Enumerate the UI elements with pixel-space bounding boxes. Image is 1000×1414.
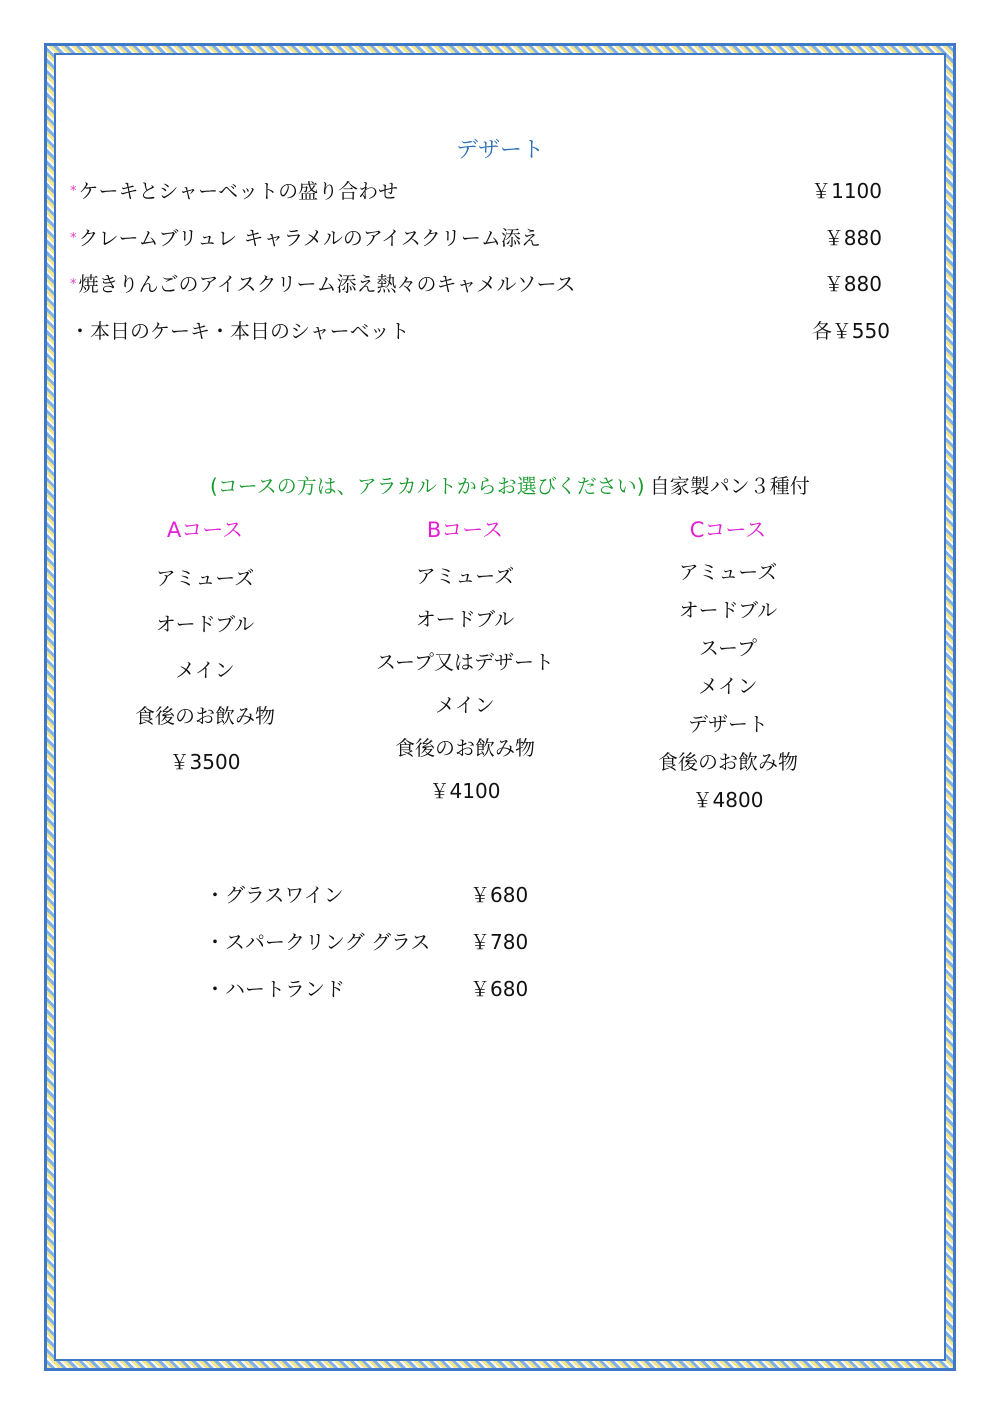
drink-price: ￥680 <box>470 977 529 1001</box>
course-title: Bコース <box>426 518 504 542</box>
dessert-item-name: ケーキとシャーベットの盛り合わせ <box>78 179 399 203</box>
dessert-item-name: ・本日のケーキ・本日のシャーベット <box>70 319 410 343</box>
drink-name: ・グラスワイン <box>205 883 344 907</box>
course-item: 食後のお飲み物 <box>658 750 798 774</box>
course-item: オードブル <box>155 612 255 636</box>
course-title: Aコース <box>166 518 244 542</box>
course-price: ￥3500 <box>169 750 241 774</box>
course-title: Cコース <box>689 518 767 542</box>
dessert-item-name: クレームブリュレ キャラメルのアイスクリーム添え <box>78 226 541 250</box>
course-item: メイン <box>175 658 235 682</box>
course-item: スープ <box>699 636 757 660</box>
course-item: オードブル <box>678 598 778 622</box>
course-item: メイン <box>435 693 495 717</box>
course-item: 食後のお飲み物 <box>135 704 275 728</box>
dessert-item-price: ￥880 <box>823 226 882 250</box>
course-item: デザート <box>688 712 768 736</box>
dessert-item-4 <box>70 315 410 344</box>
drink-price: ￥680 <box>470 883 529 907</box>
course-item: アミューズ <box>415 564 515 588</box>
bread-note: 自家製パン３種付 <box>649 474 810 498</box>
course-a <box>85 514 325 775</box>
course-item: アミューズ <box>678 560 778 584</box>
dessert-title: デザート <box>456 138 545 163</box>
asterisk-mark: * <box>70 231 77 246</box>
asterisk-mark: * <box>70 277 77 292</box>
dessert-item-price: ￥1100 <box>811 179 882 203</box>
course-item: 食後のお飲み物 <box>395 736 535 760</box>
drink-name: ・ハートランド <box>205 977 345 1001</box>
dessert-item-2 <box>70 222 541 251</box>
course-item: アミューズ <box>155 566 255 590</box>
drink-name: ・スパークリング グラス <box>205 930 431 954</box>
dessert-item-price: 各￥550 <box>811 319 890 343</box>
course-note: (コースの方は、アラカルトからお選びください) <box>210 474 645 498</box>
asterisk-mark: * <box>70 184 77 199</box>
drink-price: ￥780 <box>470 930 529 954</box>
dessert-item-3 <box>70 268 576 297</box>
course-header <box>210 470 810 499</box>
course-c <box>608 514 848 813</box>
dessert-item-price: ￥880 <box>823 272 882 296</box>
course-item: スープ又はデザート <box>376 650 554 674</box>
course-item: メイン <box>698 674 758 698</box>
dessert-item-name: 焼きりんごのアイスクリーム添え熱々のキャメルソース <box>78 272 576 296</box>
course-b <box>345 514 585 804</box>
course-price: ￥4100 <box>429 779 501 803</box>
course-price: ￥4800 <box>692 788 764 812</box>
course-item: オードブル <box>415 607 515 631</box>
dessert-item-1 <box>70 175 398 204</box>
